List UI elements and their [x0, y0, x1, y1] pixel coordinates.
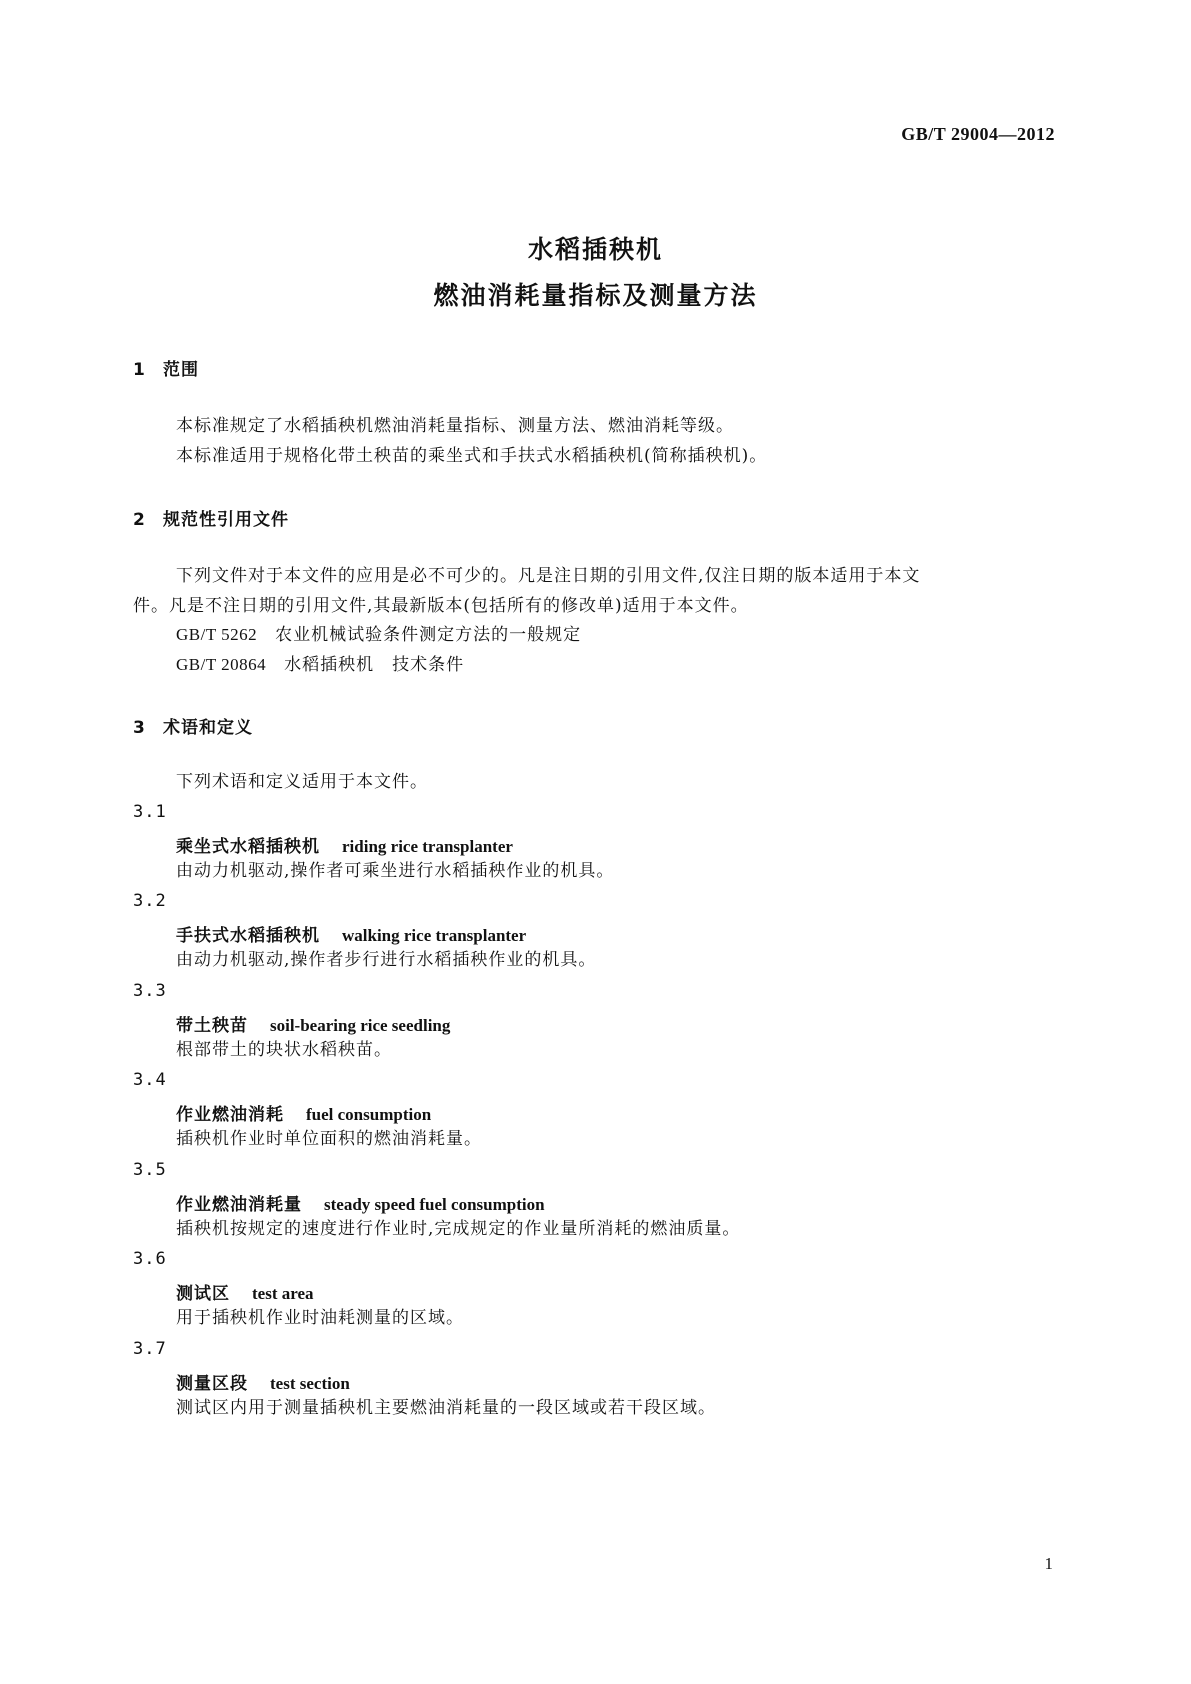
- section-title: 术语和定义: [163, 718, 253, 738]
- term-definition: 测试区内用于测量插秧机主要燃油消耗量的一段区域或若干段区域。: [176, 1398, 716, 1418]
- term-entry: [176, 832, 513, 857]
- section-title: 规范性引用文件: [163, 510, 289, 530]
- paragraph: 本标准适用于规格化带土秧苗的乘坐式和手扶式水稻插秧机(简称插秧机)。: [176, 446, 768, 466]
- title-line-1: 水稻插秧机: [527, 235, 663, 264]
- clause-number: 3.1: [133, 802, 167, 822]
- normative-reference: [176, 620, 581, 650]
- title-line-2: 燃油消耗量指标及测量方法: [433, 281, 758, 310]
- clause-number: 3.5: [133, 1160, 167, 1180]
- term-definition: 插秧机按规定的速度进行作业时,完成规定的作业量所消耗的燃油质量。: [176, 1219, 741, 1239]
- paragraph: 本标准规定了水稻插秧机燃油消耗量指标、测量方法、燃油消耗等级。: [176, 416, 734, 436]
- term-definition: 由动力机驱动,操作者可乘坐进行水稻插秧作业的机具。: [176, 861, 615, 881]
- paragraph: 件。凡是不注日期的引用文件,其最新版本(包括所有的修改单)适用于本文件。: [133, 596, 749, 616]
- term-chinese: 手扶式水稻插秧机: [176, 926, 320, 946]
- term-entry: [176, 1011, 450, 1036]
- paragraph: 下列术语和定义适用于本文件。: [176, 772, 428, 792]
- term-entry: [176, 1100, 431, 1125]
- reference-code: GB/T 5262: [176, 625, 258, 644]
- section-title: 范围: [163, 360, 199, 380]
- term-chinese: 作业燃油消耗量: [176, 1195, 302, 1215]
- term-definition: 根部带土的块状水稻秧苗。: [176, 1040, 392, 1060]
- term-english: riding rice transplanter: [342, 837, 513, 856]
- term-english: walking rice transplanter: [342, 926, 527, 945]
- term-entry: [176, 921, 526, 946]
- term-english: soil-bearing rice seedling: [270, 1016, 451, 1035]
- term-chinese: 乘坐式水稻插秧机: [176, 837, 320, 857]
- term-english: steady speed fuel consumption: [324, 1195, 545, 1214]
- term-english: test section: [270, 1374, 350, 1393]
- term-definition: 用于插秧机作业时油耗测量的区域。: [176, 1308, 464, 1328]
- term-entry: [176, 1190, 545, 1215]
- section-1-heading: [133, 355, 199, 380]
- section-number: 2: [133, 510, 146, 530]
- term-entry: [176, 1279, 314, 1304]
- term-definition: 由动力机驱动,操作者步行进行水稻插秧作业的机具。: [176, 950, 597, 970]
- paragraph: 下列文件对于本文件的应用是必不可少的。凡是注日期的引用文件,仅注日期的版本适用于本文: [176, 566, 921, 586]
- term-chinese: 测量区段: [176, 1374, 248, 1394]
- clause-number: 3.2: [133, 891, 167, 911]
- term-chinese: 作业燃油消耗: [176, 1105, 284, 1125]
- section-number: 3: [133, 718, 146, 738]
- section-2-heading: [133, 505, 289, 530]
- clause-number: 3.4: [133, 1070, 167, 1090]
- reference-code: GB/T 20864: [176, 655, 267, 674]
- normative-reference: [176, 650, 464, 680]
- term-english: fuel consumption: [306, 1105, 432, 1124]
- clause-number: 3.3: [133, 981, 167, 1001]
- clause-number: 3.6: [133, 1249, 167, 1269]
- reference-title: 水稻插秧机 技术条件: [284, 655, 465, 675]
- section-3-heading: [133, 713, 253, 738]
- term-definition: 插秧机作业时单位面积的燃油消耗量。: [176, 1129, 482, 1149]
- clause-number: 3.7: [133, 1339, 167, 1359]
- section-number: 1: [133, 360, 146, 380]
- reference-title: 农业机械试验条件测定方法的一般规定: [275, 625, 582, 645]
- term-chinese: 测试区: [176, 1284, 230, 1304]
- term-entry: [176, 1369, 350, 1394]
- page-number: 1: [1044, 1554, 1053, 1573]
- term-chinese: 带土秧苗: [176, 1016, 248, 1036]
- term-english: test area: [252, 1284, 314, 1303]
- standard-code: GB/T 29004—2012: [901, 124, 1055, 144]
